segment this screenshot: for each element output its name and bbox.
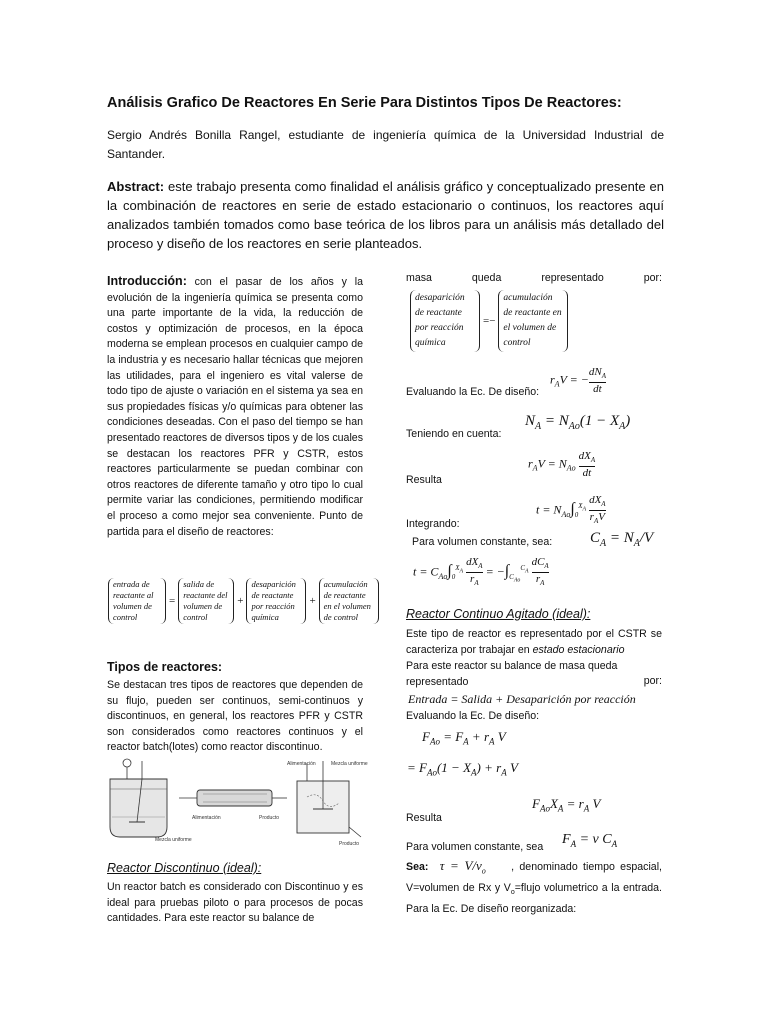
authors-line: Sergio Andrés Bonilla Rangel, estudiante de ingeniería química de la Universidad Industrial de Santander.: [107, 128, 664, 161]
cstr-heading: Reactor Continuo Agitado (ideal):: [406, 607, 591, 621]
eq-cstr-design: $F_{Ao} = F_A + r_A$ V: [422, 729, 506, 747]
tipos-text: Se destacan tres tipos de reactores que dependen de su flujo, pueden ser continuos, semi-continuos y discontinuos, en general, los reactores PFR y CSTR son considerados como reactores continuos y el reactor batch(lotes) como reactor discontinuo.: [107, 679, 363, 754]
eq-cstr-fao: = $F_{Ao}(1 - X_A) + r_A$ V: [407, 760, 518, 778]
eq-ca: $C_A = N_A/V$: [590, 530, 654, 549]
reactor-types-figure: [107, 757, 368, 847]
svg-text:Producto: Producto: [259, 815, 280, 821]
svg-text:Mezcla uniforme: Mezcla uniforme: [331, 761, 368, 767]
svg-text:Alimentación: Alimentación: [192, 815, 221, 821]
abstract-label: Abstract:: [107, 179, 165, 194]
balance-term-salida: salida de reactante del volumen de control: [178, 578, 234, 624]
balance-term-entrada: entrada de reactante al volumen de control: [108, 578, 166, 624]
eq-rav-result: $r_AV = N_{Ao}$ $dX_A$ dt: [528, 450, 596, 480]
svg-text:Alimentación: Alimentación: [287, 761, 316, 767]
cstr-text-1: Este tipo de reactor es representado por el CSTR se caracteriza por trabajar en estado estacionario: [406, 628, 662, 656]
pfr-tube-icon: [179, 790, 287, 821]
cstr-text-2: Para este reactor su balance de masa queda representado: [406, 660, 618, 688]
eq-t-integral: $t = N_{Ao}\int_0^{X_A}$ $dX_A$ $r_AV$: [536, 494, 606, 526]
abstract-text: este trabajo presenta como finalidad el análisis gráfico y conceptualizado presente en la combinación de reactores en serie de estado estacionario o continuos, los reactores aquí analizados también tomados como base teórica de los libros para un análisis más detallado del proceso y diseño de los reactores en serie planteados.: [107, 179, 664, 251]
masa-line: masa queda representado por:: [406, 272, 662, 284]
integrando-text: Integrando:: [406, 518, 460, 530]
balance-term-acumulacion: acumulación de reactante en el volumen de control: [319, 578, 379, 624]
abstract: [107, 177, 664, 253]
svg-text:Mezcla uniforme: Mezcla uniforme: [155, 837, 192, 843]
batch-heading: Reactor Discontinuo (ideal):: [107, 861, 262, 875]
batch-term-acumulacion: acumulación de reactante en el volumen de control: [498, 290, 568, 352]
svg-text:Producto: Producto: [339, 841, 360, 847]
resulta1-text: Resulta: [406, 474, 442, 486]
cstr-text-2-por: por:: [643, 675, 662, 687]
eq-tau: $\tau = V/v_o$: [439, 858, 486, 876]
eq-na-conversion: $N_A = N_{Ao}(1 - X_A)$: [525, 413, 631, 432]
cstr-eval-text: Evaluando la Ec. De diseño:: [406, 710, 540, 722]
cstr-balance-equation: Entrada = Salida + Desaparición por reacción: [408, 692, 636, 706]
intro-heading: Introducción:: [107, 274, 187, 288]
cstr-resulta-text: Resulta: [406, 812, 442, 824]
intro-text: con el pasar de los años y la evolución de la ingeniería química se presenta como una parte importante de la vida, la reducción de costos y optimización de procesos, en la época moderna se emplean procesos en cualquier campo de la industria y es necesario hallar técnicas que mejoren las utilidades, para el ingeniero es vital valerse de todo tipo de ajuste o variación en el sistema ya sea en sus propiedades físicas y/o químicas para obtener las condiciones deseadas. Con el paso del tiempo se han presentado reactores de diversos tipos y de los cuales se destacan los reactores PFR y CSTR, estos reactores particularmente se puedan combinar con otros reactores de diferente tamaño y otro tipo lo cual permite variar las condiciones, permitiendo modificar el proceso a como mejor sea conveniente. Punto de partida para el diseño de reactores:: [107, 276, 363, 538]
eq-cstr-result: $F_{Ao}X_A = r_A$ V: [532, 796, 601, 814]
cstr-icon: [287, 761, 368, 847]
eq-fa: $F_A = v$ $C_A$: [562, 832, 618, 849]
eq-batch-design: $r_AV$ = − $dN_A$ dt: [550, 366, 606, 396]
eval1-text: Evaluando la Ec. De diseño:: [406, 386, 540, 398]
cstr-vol-const-text: Para volumen constante, sea: [406, 841, 544, 853]
teniendo-text: Teniendo en cuenta:: [406, 428, 502, 440]
vol-const-text: Para volumen constante, sea:: [412, 536, 553, 548]
tipos-heading: Tipos de reactores:: [107, 660, 223, 674]
cstr-sea-paragraph: Sea: $\tau = V/v_o$ , denominado tiempo espacial, V=volumen de Rx y $V_o=flujo$ volumetrico a la entrada. Para la Ec. De diseño reorganizada:: [406, 858, 662, 915]
batch-text: Un reactor batch es considerado con Discontinuo y es ideal para pruebas piloto o para procesos de pocas cantidades. Para este reactor su balance de: [107, 881, 363, 925]
intro-section: [107, 274, 363, 540]
balance-term-desaparicion: desaparición de reactante por reacción química: [246, 578, 306, 624]
batch-reactor-icon: [110, 759, 192, 843]
paper-title: Análisis Grafico De Reactores En Serie Para Distintos Tipos De Reactores:: [107, 95, 622, 111]
general-balance-equation: entrada de reactante al volumen de control = salida de reactante del volumen de control + desaparición de reactante por reacción química + acumulación de reactante en el volumen de control: [108, 578, 379, 624]
eq-t-ca-integral: $t = C_{Ao}\int_0^{X_A}$ $dX_A$ $r_A$ = $-\int_{C_{Ao}}^{C_A}$ $dC_A$ $r_A$: [413, 556, 549, 588]
batch-balance-equation: desaparición de reactante por reacción química =− acumulación de reactante en el volumen de control: [410, 290, 568, 352]
batch-term-desaparicion: desaparición de reactante por reacción química: [410, 290, 480, 352]
